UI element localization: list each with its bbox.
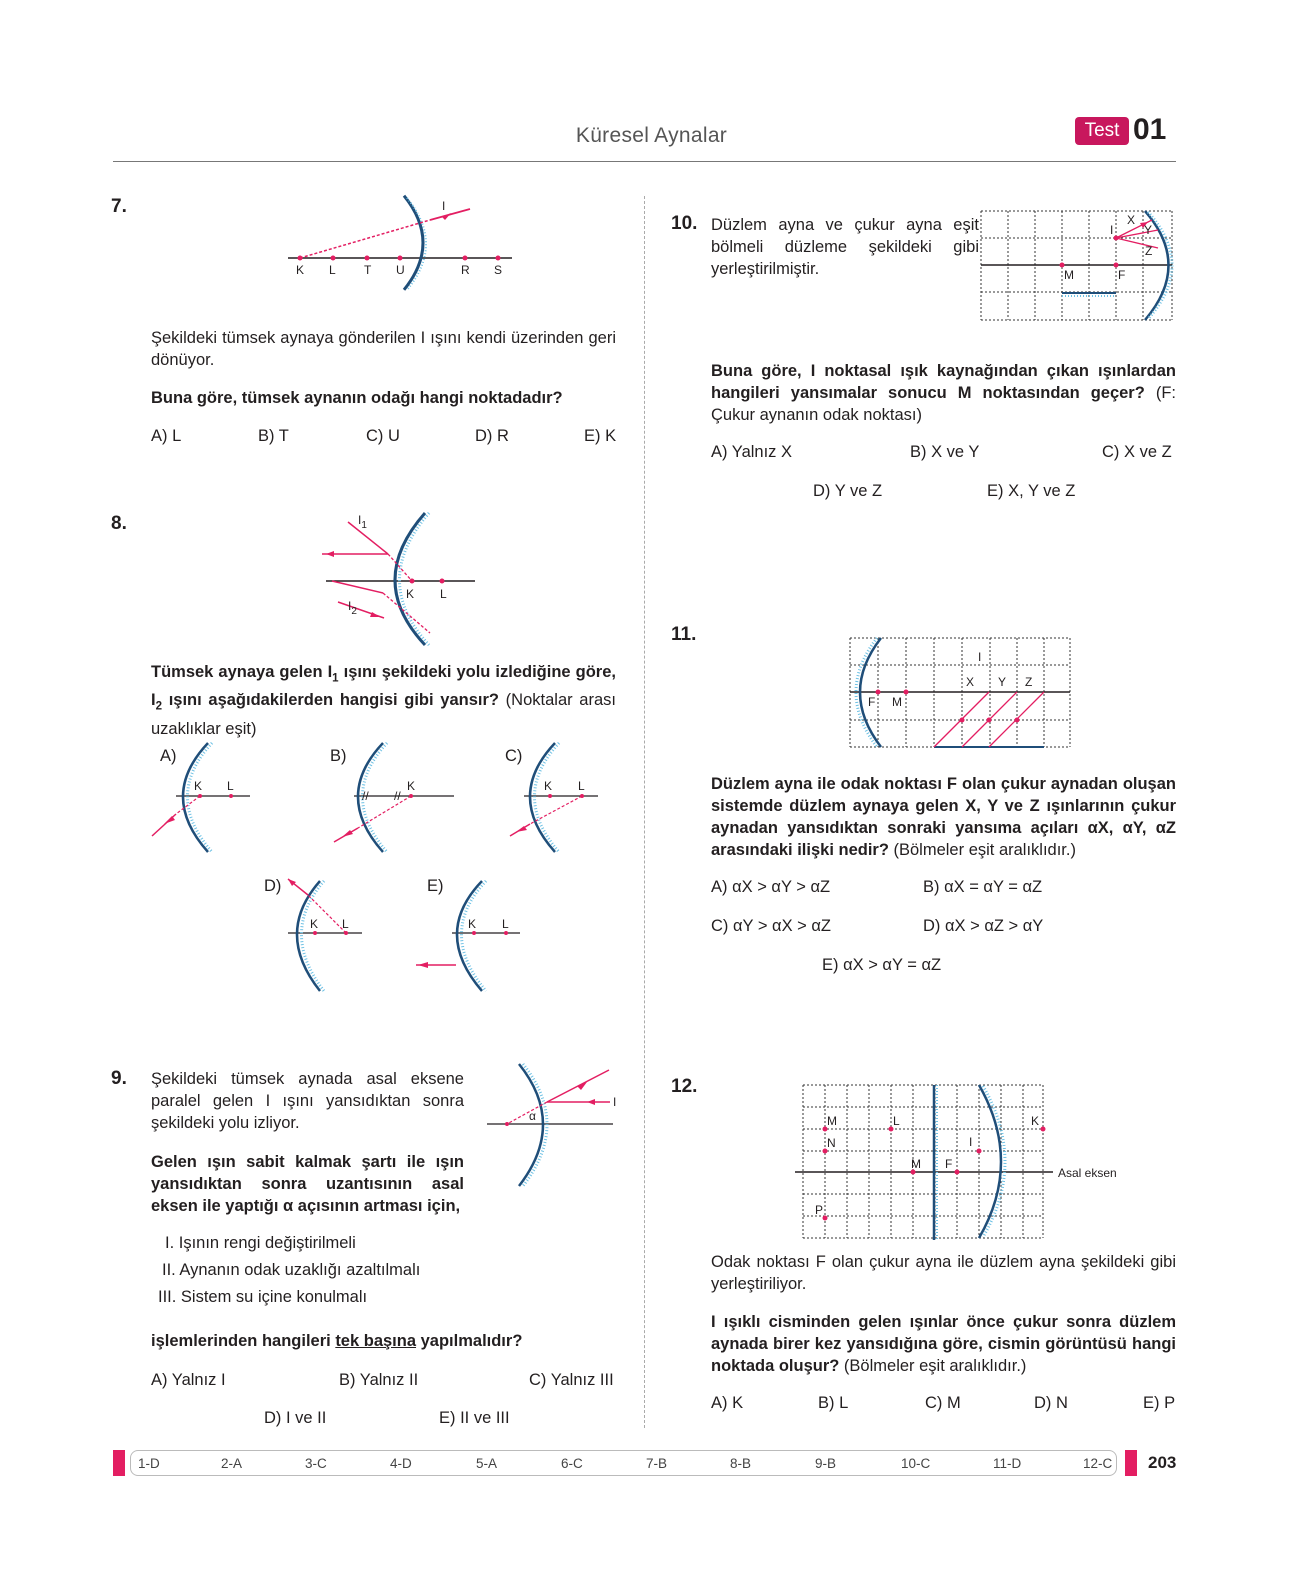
q8-option-c-label[interactable]: C) xyxy=(505,747,523,765)
svg-text:K: K xyxy=(544,779,553,793)
q11-option-d[interactable]: D) αX > αZ > αY xyxy=(923,917,1044,935)
q8-i2-label: $I_2$ xyxy=(348,599,357,617)
header-divider xyxy=(113,161,1176,162)
q9-option-d[interactable]: D) I ve II xyxy=(264,1409,327,1427)
svg-text:Y: Y xyxy=(1144,223,1153,237)
q8-option-d-figure xyxy=(282,873,372,998)
svg-text:K: K xyxy=(310,917,319,931)
question-9-condition: Gelen ışın sabit kalmak şartı ile ışın yansıdıktan sonra uzantısının asal eksen ile yaptığı α açısının artması için, xyxy=(151,1153,464,1215)
svg-text:L: L xyxy=(227,779,234,793)
question-10-text: Düzlem ayna ve çukur ayna eşit bölmeli düzleme şekildeki gibi yerleştirilmiştir. xyxy=(711,216,979,278)
q12-option-d[interactable]: D) N xyxy=(1034,1394,1068,1412)
q7-point-r: R xyxy=(461,263,470,277)
q9-ray-label: I xyxy=(613,1095,617,1109)
q11-option-a[interactable]: A) αX > αY > αZ xyxy=(711,878,831,896)
q8-option-a-figure xyxy=(150,740,260,858)
q9-item-3: III. Sistem su içine konulmalı xyxy=(158,1288,368,1306)
q12-option-b[interactable]: B) L xyxy=(818,1394,849,1412)
page-number: 203 xyxy=(1148,1453,1177,1472)
q8-option-e-figure xyxy=(412,873,522,998)
question-10-figure xyxy=(980,210,1175,324)
q8-l-label: L xyxy=(440,587,447,601)
answer-1: 1-D xyxy=(138,1456,160,1471)
answer-4: 4-D xyxy=(390,1456,412,1471)
svg-text:L: L xyxy=(893,1114,900,1128)
svg-text://: // xyxy=(362,789,369,803)
q9-option-c[interactable]: C) Yalnız III xyxy=(529,1371,614,1389)
svg-text:M: M xyxy=(1064,268,1074,282)
svg-text:K: K xyxy=(407,779,416,793)
question-8-figure xyxy=(320,508,490,648)
answer-3: 3-C xyxy=(305,1456,327,1471)
answer-7: 7-B xyxy=(646,1456,668,1471)
svg-text:K: K xyxy=(468,917,477,931)
answer-key-box xyxy=(130,1450,1117,1476)
test-badge: Test xyxy=(1075,117,1129,145)
svg-text://: // xyxy=(394,789,401,803)
q11-option-e[interactable]: E) αX > αY = αZ xyxy=(822,956,942,974)
q9-alpha-label: α xyxy=(529,1109,536,1123)
question-9-text: Şekildeki tümsek aynada asal eksene paralel gelen I ışını yansıdıktan sonra şekildeki yolu izliyor. xyxy=(151,1070,464,1132)
page-title: Küresel Aynalar xyxy=(575,124,728,147)
q9-option-a[interactable]: A) Yalnız I xyxy=(151,1371,226,1389)
svg-text:L: L xyxy=(342,917,349,931)
svg-text:F: F xyxy=(1118,268,1126,282)
q7-option-b[interactable]: B) T xyxy=(258,427,289,445)
footer-accent-left xyxy=(113,1450,125,1476)
q7-option-e[interactable]: E) K xyxy=(584,427,617,445)
question-7-text: Şekildeki tümsek aynaya gönderilen I ışını kendi üzerinden geri dönüyor. xyxy=(151,329,616,369)
q12-option-c[interactable]: C) M xyxy=(925,1394,961,1412)
q8-option-b-figure xyxy=(328,740,458,858)
question-10-number: 10. xyxy=(671,213,698,234)
question-11-number: 11. xyxy=(671,624,697,645)
svg-text:M: M xyxy=(892,695,902,709)
q7-option-c[interactable]: C) U xyxy=(366,427,400,445)
question-11-question: Düzlem ayna ile odak noktası F olan çukur aynadan oluşan sistemde düzlem aynaya gelen X, Y ve Z ışınlarının çukur aynadan yansıdıktan sonraki yansıma açıları αX, αY, αZ arasındaki ilişki nedir? (Bölmeler eşit aralıklıdır.) xyxy=(711,775,1176,859)
answer-2: 2-A xyxy=(221,1456,243,1471)
svg-text:L: L xyxy=(578,779,585,793)
answer-12: 12-C xyxy=(1083,1456,1113,1471)
q9-item-1: I. Işının rengi değiştirilmeli xyxy=(165,1234,356,1252)
svg-text:K: K xyxy=(194,779,203,793)
answer-6: 6-C xyxy=(561,1456,583,1471)
svg-text:I: I xyxy=(978,650,982,664)
question-9-figure xyxy=(485,1060,625,1190)
q11-option-b[interactable]: B) αX = αY = αZ xyxy=(923,878,1043,896)
q8-option-c-figure xyxy=(500,740,610,858)
answer-10: 10-C xyxy=(901,1456,931,1471)
svg-text:P: P xyxy=(815,1203,824,1217)
question-10-question: Buna göre, I noktasal ışık kaynağından çıkan ışınlardan hangileri yansımalar sonucu M noktasından geçer? (F: Çukur aynanın odak noktası) xyxy=(711,362,1176,424)
q8-k-label: K xyxy=(406,587,415,601)
q12-option-e[interactable]: E) P xyxy=(1143,1394,1176,1412)
q12-axis-label: Asal eksen xyxy=(1058,1166,1117,1180)
svg-text:Z: Z xyxy=(1025,675,1033,689)
q8-option-d-label[interactable]: D) xyxy=(264,877,282,895)
footer-accent-right xyxy=(1125,1450,1137,1476)
q7-option-a[interactable]: A) L xyxy=(151,427,182,445)
svg-text:F: F xyxy=(945,1157,953,1171)
q10-option-d[interactable]: D) Y ve Z xyxy=(813,482,883,500)
svg-text:K: K xyxy=(1031,1114,1040,1128)
q10-option-b[interactable]: B) X ve Y xyxy=(910,443,980,461)
svg-text:I: I xyxy=(969,1135,973,1149)
question-7-question: Buna göre, tümsek aynanın odağı hangi noktadadır? xyxy=(151,389,563,407)
question-9-question: işlemlerinden hangileri tek başına yapılmalıdır? xyxy=(151,1332,523,1350)
svg-text:X: X xyxy=(1127,213,1136,227)
question-9-number: 9. xyxy=(111,1068,127,1089)
q8-option-e-label[interactable]: E) xyxy=(427,877,444,895)
q11-option-c[interactable]: C) αY > αX > αZ xyxy=(711,917,832,935)
q7-point-l: L xyxy=(329,263,336,277)
q12-option-a[interactable]: A) K xyxy=(711,1394,744,1412)
question-12-text: Odak noktası F olan çukur ayna ile düzlem ayna şekildeki gibi yerleştiriliyor. xyxy=(711,1253,1176,1293)
svg-text:X: X xyxy=(966,675,975,689)
answer-9: 9-B xyxy=(815,1456,837,1471)
q10-option-c[interactable]: C) X ve Z xyxy=(1102,443,1172,461)
svg-text:Y: Y xyxy=(998,675,1007,689)
svg-text:M: M xyxy=(911,1157,921,1171)
svg-text:F: F xyxy=(868,695,876,709)
q10-option-a[interactable]: A) Yalnız X xyxy=(711,443,793,461)
svg-text:Z: Z xyxy=(1145,244,1153,258)
q7-point-t: T xyxy=(364,263,372,277)
svg-text:I: I xyxy=(1110,223,1114,237)
question-7-number: 7. xyxy=(111,196,127,217)
column-divider xyxy=(644,196,645,1428)
svg-text:L: L xyxy=(502,917,509,931)
question-12-number: 12. xyxy=(671,1076,698,1097)
test-number: 01 xyxy=(1133,113,1167,146)
question-8-number: 8. xyxy=(111,513,127,534)
question-7-figure xyxy=(280,196,520,296)
svg-text:M: M xyxy=(827,1114,837,1128)
q9-option-b[interactable]: B) Yalnız II xyxy=(339,1371,419,1389)
question-12-question: I ışıklı cisminden gelen ışınlar önce çukur sonra düzlem aynada birer kez yansıdığına göre, cismin görüntüsü hangi noktada oluşur? (Bölmeler eşit aralıklıdır.) xyxy=(711,1313,1176,1375)
q9-item-2: II. Aynanın odak uzaklığı azaltılmalı xyxy=(162,1261,421,1279)
q7-point-s: S xyxy=(494,263,503,277)
question-8-text: Tümsek aynaya gelen $I_1$ ışını şekildeki yolu izlediğine göre, $I_2$ ışını aşağıdakilerden hangisi gibi yansır? (Noktalar arası uzaklıklar eşit) xyxy=(151,663,616,738)
q7-point-k: K xyxy=(296,263,305,277)
q7-ray-label: I xyxy=(442,199,446,213)
answer-8: 8-B xyxy=(730,1456,752,1471)
answer-11: 11-D xyxy=(993,1456,1022,1471)
q7-option-d[interactable]: D) R xyxy=(475,427,509,445)
answer-5: 5-A xyxy=(476,1456,498,1471)
question-11-figure xyxy=(845,635,1075,753)
q9-option-e[interactable]: E) II ve III xyxy=(439,1409,510,1427)
question-12-figure xyxy=(795,1080,1135,1244)
q8-i1-label: $I_1$ xyxy=(358,513,367,531)
q8-option-b-label[interactable]: B) xyxy=(330,747,347,765)
svg-text:N: N xyxy=(827,1136,836,1150)
q10-option-e[interactable]: E) X, Y ve Z xyxy=(987,482,1076,500)
q7-point-u: U xyxy=(396,263,405,277)
q8-option-a-label[interactable]: A) xyxy=(160,747,177,765)
